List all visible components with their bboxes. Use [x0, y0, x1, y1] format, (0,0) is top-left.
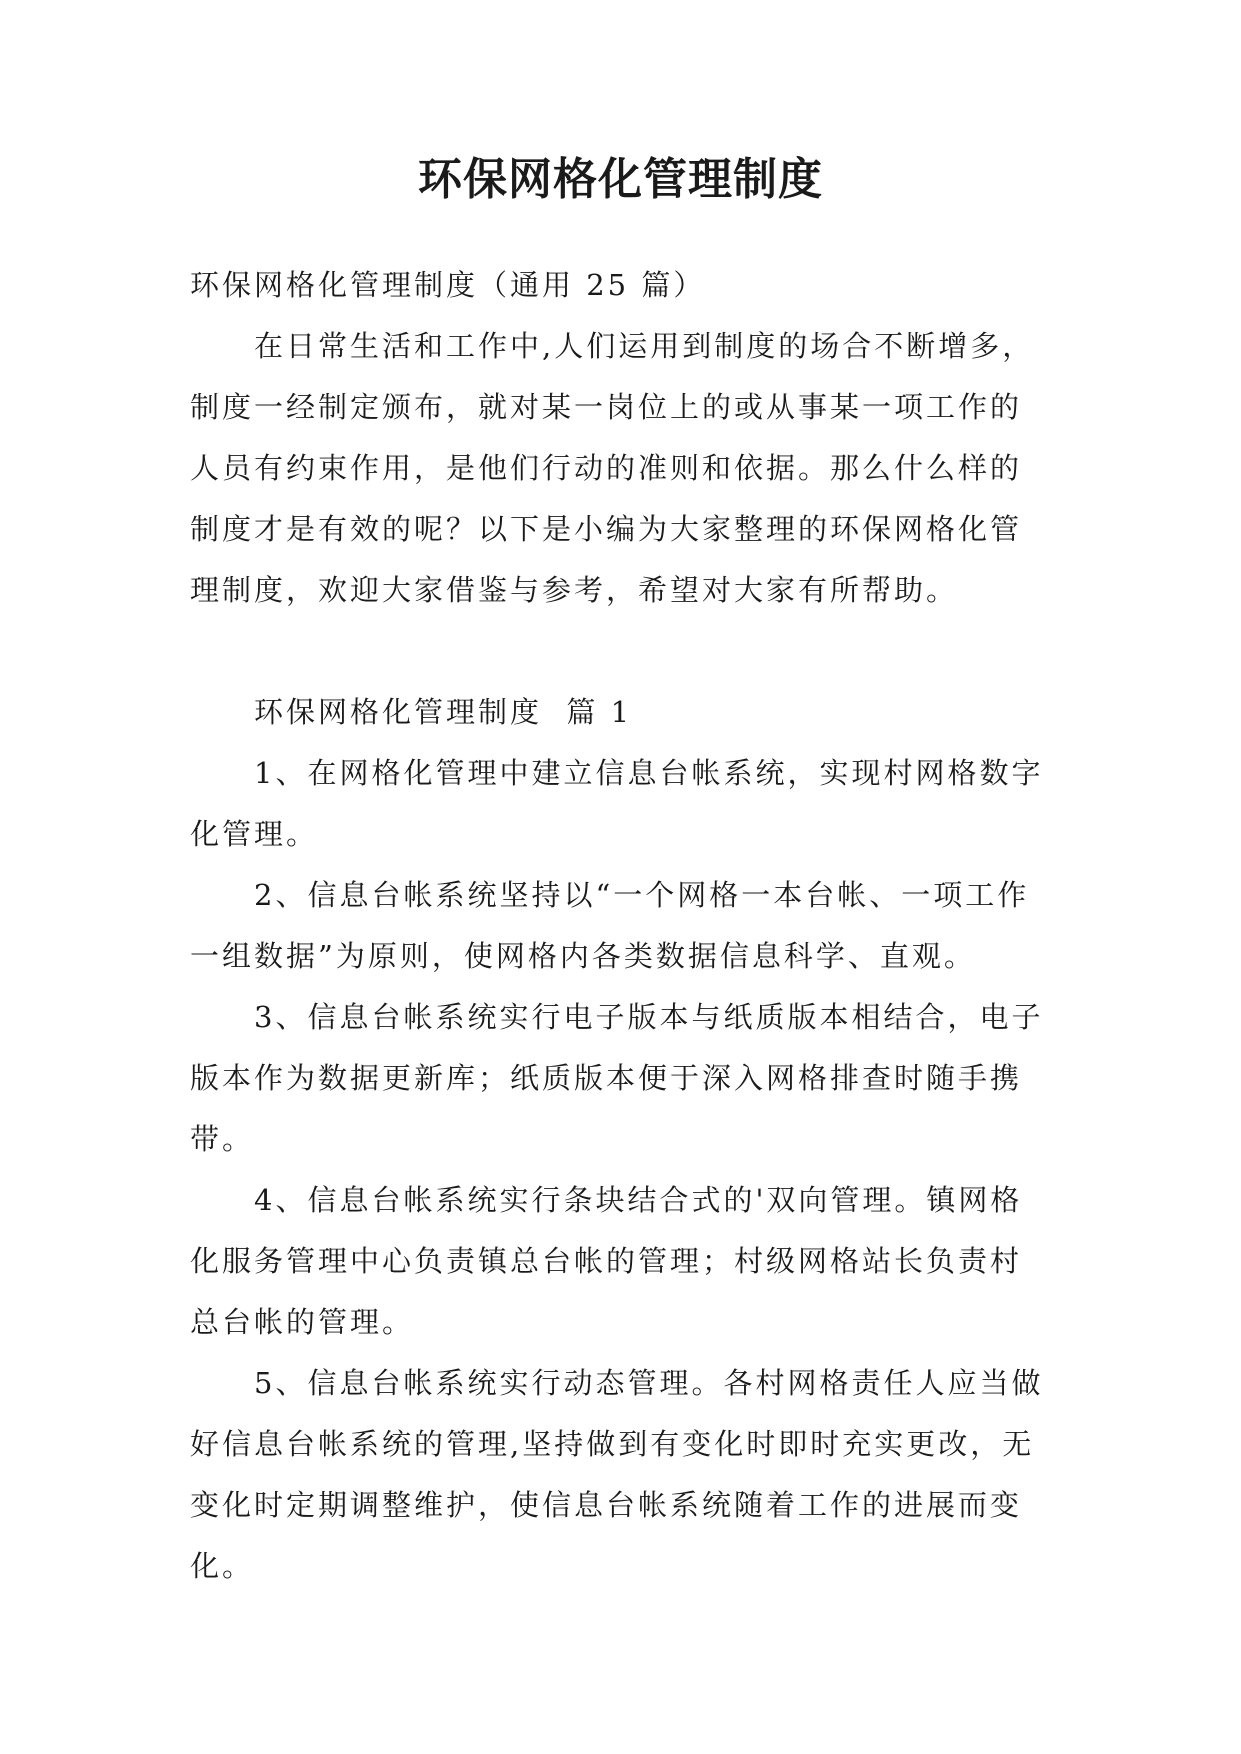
- list-item: 2、信息台帐系统坚持以“一个网格一本台帐、一项工作一组数据”为原则，使网格内各类数据信息科学、直观。: [190, 878, 1030, 973]
- list-item: 5、信息台帐系统实行动态管理。各村网格责任人应当做好信息台帐系统的管理,坚持做到有变化时即时充实更改，无变化时定期调整维护，使信息台帐系统随着工作的进展而变化。: [190, 1366, 1044, 1583]
- list-item: 4、信息台帐系统实行条块结合式的'双向管理。镇网格化服务管理中心负责镇总台帐的管理；村级网格站长负责村总台帐的管理。: [190, 1183, 1023, 1339]
- list-item: 3、信息台帐系统实行电子版本与纸质版本相结合，电子版本作为数据更新库；纸质版本便于深入网格排查时随手携带。: [190, 1000, 1044, 1156]
- document-body: [190, 255, 1050, 1597]
- list-item: 1、在网格化管理中建立信息台帐系统，实现村网格数字化管理。: [190, 756, 1044, 851]
- document-subtitle: 环保网格化管理制度（通用 25 篇）: [190, 268, 706, 302]
- document-title: 环保网格化管理制度: [418, 154, 823, 205]
- intro-paragraph: 在日常生活和工作中,人们运用到制度的场合不断增多，制度一经制定颁布，就对某一岗位上的或从事某一项工作的人员有约束作用，是他们行动的准则和依据。那么什么样的制度才是有效的呢？以下是小编为大家整理的环保网格化管理制度，欢迎大家借鉴与参考，希望对大家有所帮助。: [190, 329, 1035, 607]
- paragraph-spacer: [190, 621, 1050, 682]
- section-heading: 环保网格化管理制度 篇 1: [254, 695, 633, 729]
